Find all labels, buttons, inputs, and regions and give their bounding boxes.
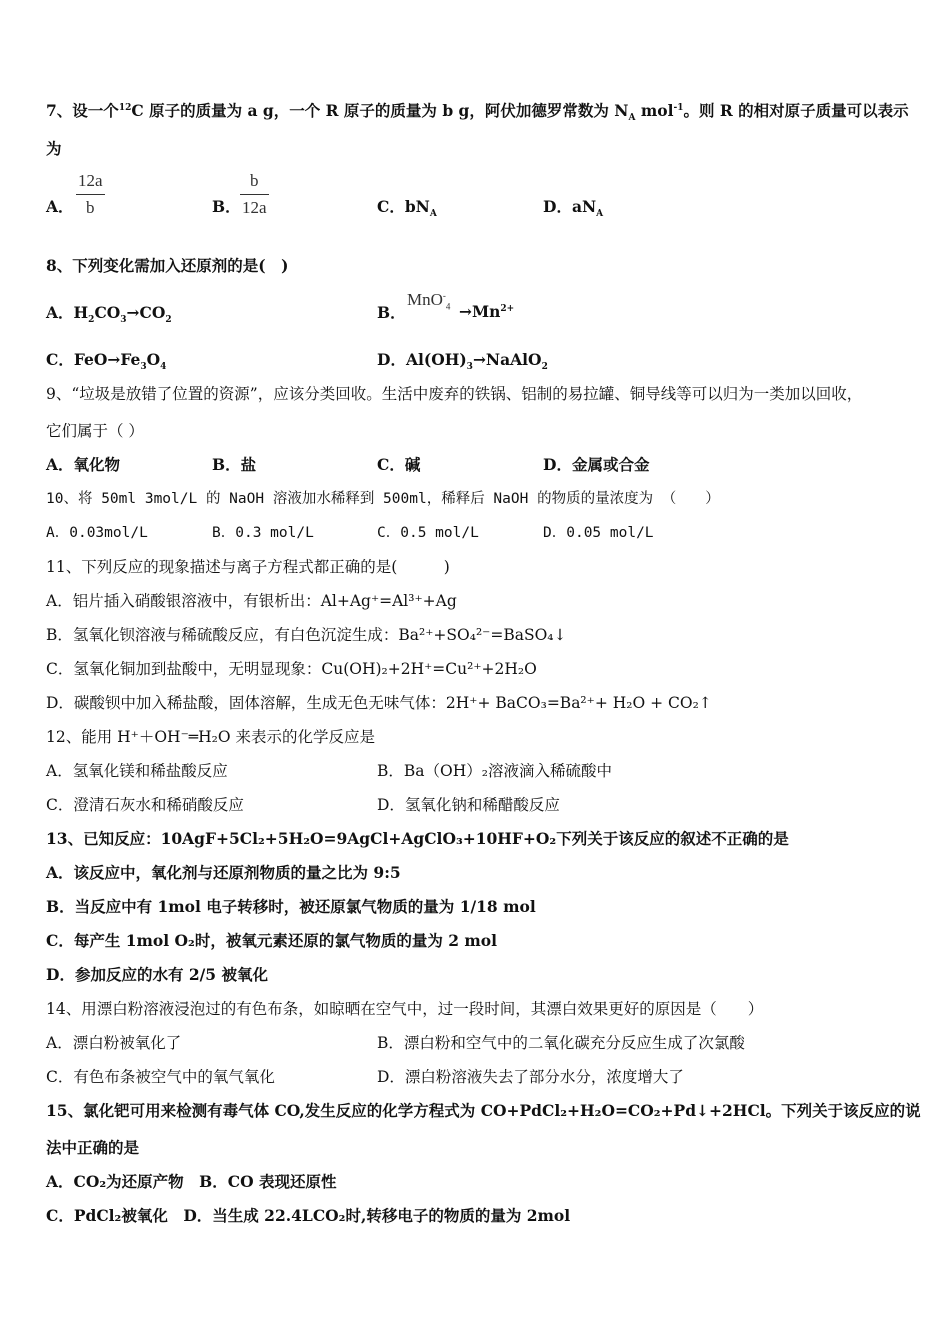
q11-option-a: A．铝片插入硝酸银溶液中，有银析出：Al+Ag⁺=Al³⁺+Ag xyxy=(46,592,457,610)
q14-option-d: D．漂白粉溶液失去了部分水分，浓度增大了 xyxy=(377,1068,684,1086)
q12-option-d: D．氢氧化钠和稀醋酸反应 xyxy=(377,796,560,814)
q7-stem: 7、设一个$^{12}$C 原子的质量为 a g，一个 R 原子的质量为 b g，阿伏加德罗常数为 $N_A$ mol$^{-1}$。则 R 的相对原子质量可以表示 xyxy=(46,101,909,124)
q13-option-b: B．当反应中有 1mol 电子转移时，被还原氯气物质的量为 1/18 mol xyxy=(46,897,536,916)
q10-option-c: C．0.5 mol/L xyxy=(377,525,479,541)
q12-option-c: C．澄清石灰水和稀硝酸反应 xyxy=(46,796,244,814)
q11-option-d: D．碳酸钡中加入稀盐酸，固体溶解，生成无色无味气体：2H⁺+ BaCO₃=Ba²⁺+ H₂O + CO₂↑ xyxy=(46,694,712,712)
q7-option-b-label: B． xyxy=(212,197,241,216)
q11-stem: 11、下列反应的现象描述与离子方程式都正确的是( ) xyxy=(46,558,450,576)
q13-stem: 13、已知反应：10AgF+5Cl₂+5H₂O=9AgCl+AgClO₃+10HF+O₂下列关于该反应的叙述不正确的是 xyxy=(46,829,789,848)
q9-option-b: B．盐 xyxy=(212,455,257,474)
q9-option-a: A．氧化物 xyxy=(46,455,121,474)
q9-option-d: D．金属或合金 xyxy=(543,455,650,474)
q14-option-a: A．漂白粉被氧化了 xyxy=(46,1034,182,1052)
q11-option-c: C．氢氧化铜加到盐酸中，无明显现象：Cu(OH)₂+2H⁺=Cu²⁺+2H₂O xyxy=(46,660,537,678)
q12-stem: 12、能用 H⁺＋OH⁻═H₂O 来表示的化学反应是 xyxy=(46,728,375,746)
q9-option-c: C．碱 xyxy=(377,455,421,474)
q7-option-b-fraction: b 12a xyxy=(242,171,267,217)
q10-stem: 10、将 50ml 3mol/L 的 NaOH 溶液加水稀释到 500ml，稀释后 NaOH 的物质的量浓度为 （ ） xyxy=(46,491,720,507)
q12-option-a: A．氢氧化镁和稀盐酸反应 xyxy=(46,762,228,780)
q8-option-a: A．$H_2CO_3\to CO_2$ xyxy=(46,303,172,326)
q8-option-b-label: B． xyxy=(377,303,406,322)
q8-option-b-product: $\to Mn^{2+}$ xyxy=(459,302,515,321)
q7-stem-line2: 为 xyxy=(46,139,62,158)
q15-stem-line2: 法中正确的是 xyxy=(46,1138,140,1157)
q10-option-a: A．0.03mol/L xyxy=(46,525,148,541)
q7-option-c: C．$bN_A$ xyxy=(377,197,437,220)
q13-option-c: C．每产生 1mol O₂时，被氧元素还原的氯气物质的量为 2 mol xyxy=(46,931,498,950)
q7-option-d: D．$aN_A$ xyxy=(543,197,604,220)
q14-stem: 14、用漂白粉溶液浸泡过的有色布条，如晾晒在空气中，过一段时间，其漂白效果更好的原因是（ ） xyxy=(46,1000,764,1018)
q7-option-a-fraction: 12a b xyxy=(78,171,103,217)
q12-option-b: B．Ba（OH）₂溶液滴入稀硫酸中 xyxy=(377,762,612,780)
q9-stem-line2: 它们属于（ ） xyxy=(46,422,144,440)
q8-option-c: C．$FeO\to Fe_3O_4$ xyxy=(46,350,167,373)
q14-option-c: C．有色布条被空气中的氧气氧化 xyxy=(46,1068,275,1086)
q8-option-b-ion: MnO-$_4$ xyxy=(407,290,451,312)
q7-option-a-label: A． xyxy=(46,197,74,216)
q15-stem: 15、氯化钯可用来检测有毒气体 CO,发生反应的化学方程式为 CO+PdCl₂+H₂O=CO₂+Pd↓+2HCl。下列关于该反应的说 xyxy=(46,1101,921,1120)
q10-option-b: B．0.3 mol/L xyxy=(212,525,314,541)
q15-options-cd: C．PdCl₂被氧化 D．当生成 22.4LCO₂时,转移电子的物质的量为 2mol xyxy=(46,1206,571,1225)
q8-option-d: D．$Al(OH)_3\to NaAlO_2$ xyxy=(377,350,548,373)
q9-stem: 9、“垃圾是放错了位置的资源”，应该分类回收。生活中废弃的铁锅、铝制的易拉罐、铜导线等可以归为一类加以回收， xyxy=(46,385,863,403)
q14-option-b: B．漂白粉和空气中的二氧化碳充分反应生成了次氯酸 xyxy=(377,1034,745,1052)
q11-option-b: B．氢氧化钡溶液与稀硫酸反应，有白色沉淀生成：Ba²⁺+SO₄²⁻=BaSO₄↓ xyxy=(46,626,567,644)
q13-option-d: D．参加反应的水有 2/5 被氧化 xyxy=(46,965,268,984)
q15-options-ab: A．CO₂为还原产物 B．CO 表现还原性 xyxy=(46,1172,337,1191)
q10-option-d: D．0.05 mol/L xyxy=(543,525,654,541)
q13-option-a: A．该反应中，氧化剂与还原剂物质的量之比为 9:5 xyxy=(46,863,401,882)
q8-stem: 8、下列变化需加入还原剂的是( ) xyxy=(46,256,289,275)
